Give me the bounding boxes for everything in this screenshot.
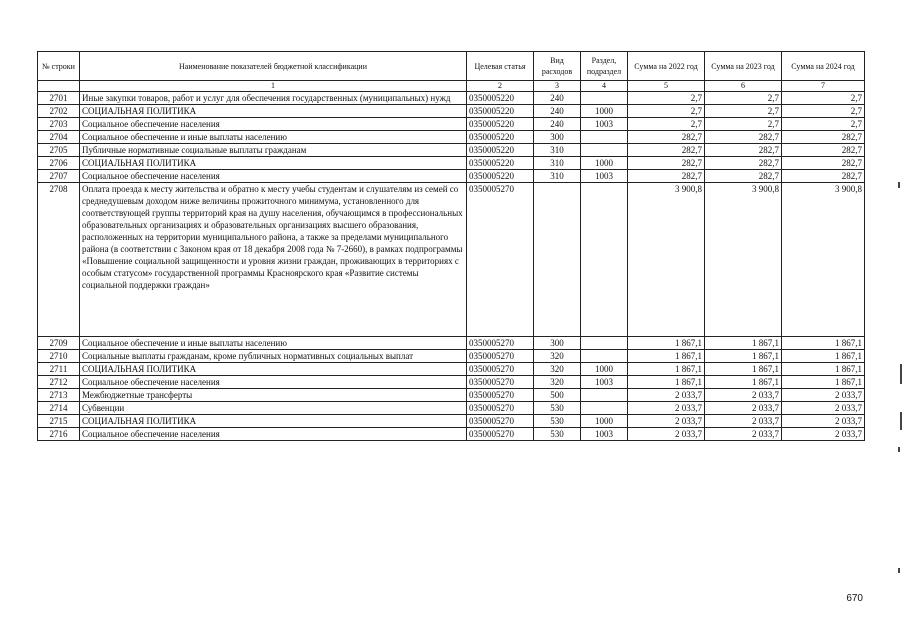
expense-type-cell: 530: [534, 402, 581, 415]
indicator-name-cell: Межбюджетные трансферты: [80, 389, 467, 402]
sum-2023-cell: 282,7: [705, 144, 782, 157]
sum-2024-cell: 282,7: [782, 131, 865, 144]
target-article-cell: 0350005270: [467, 363, 534, 376]
scan-edge-mark: [900, 412, 902, 430]
column-number: [38, 81, 80, 92]
indicator-name-cell: Иные закупки товаров, работ и услуг для обеспечения государственных (муниципальных) нужд: [80, 92, 467, 105]
target-article-cell: 0350005220: [467, 144, 534, 157]
section-cell: 1003: [581, 170, 628, 183]
sum-2023-cell: 2,7: [705, 118, 782, 131]
header-sum-2023: Сумма на 2023 год: [705, 52, 782, 81]
scan-edge-mark: [898, 568, 900, 573]
sum-2022-cell: 2,7: [628, 118, 705, 131]
sum-2022-cell: 282,7: [628, 144, 705, 157]
header-sum-2022: Сумма на 2022 год: [628, 52, 705, 81]
row-number-cell: 2708: [38, 183, 80, 337]
expense-type-cell: 320: [534, 376, 581, 389]
column-number: 3: [534, 81, 581, 92]
table-row: [38, 363, 865, 376]
indicator-name-cell: СОЦИАЛЬНАЯ ПОЛИТИКА: [80, 363, 467, 376]
sum-2022-cell: 282,7: [628, 157, 705, 170]
page-number: 670: [846, 593, 863, 604]
row-number-cell: 2711: [38, 363, 80, 376]
section-cell: [581, 402, 628, 415]
target-article-cell: 0350005220: [467, 157, 534, 170]
target-article-cell: 0350005270: [467, 428, 534, 441]
sum-2024-cell: 2 033,7: [782, 428, 865, 441]
sum-2022-cell: 1 867,1: [628, 363, 705, 376]
sum-2022-cell: 1 867,1: [628, 337, 705, 350]
column-number: 2: [467, 81, 534, 92]
sum-2022-cell: 2,7: [628, 105, 705, 118]
row-number-cell: 2716: [38, 428, 80, 441]
sum-2023-cell: 282,7: [705, 131, 782, 144]
table-row: [38, 389, 865, 402]
expense-type-cell: 300: [534, 337, 581, 350]
section-cell: [581, 144, 628, 157]
column-number-row: [38, 81, 865, 92]
expense-type-cell: 320: [534, 350, 581, 363]
sum-2022-cell: 2 033,7: [628, 428, 705, 441]
section-cell: 1000: [581, 415, 628, 428]
scan-edge-mark: [900, 364, 902, 384]
table-row: [38, 402, 865, 415]
row-number-cell: 2702: [38, 105, 80, 118]
column-number: 5: [628, 81, 705, 92]
budget-table: [37, 51, 865, 441]
expense-type-cell: 530: [534, 428, 581, 441]
sum-2023-cell: 1 867,1: [705, 350, 782, 363]
sum-2022-cell: 1 867,1: [628, 376, 705, 389]
sum-2023-cell: 1 867,1: [705, 363, 782, 376]
sum-2023-cell: 2 033,7: [705, 428, 782, 441]
sum-2023-cell: 2 033,7: [705, 389, 782, 402]
row-number-cell: 2715: [38, 415, 80, 428]
sum-2023-cell: 2 033,7: [705, 402, 782, 415]
table-row: [38, 118, 865, 131]
table-row: [38, 170, 865, 183]
scan-edge-mark: [898, 182, 900, 188]
sum-2023-cell: 282,7: [705, 170, 782, 183]
target-article-cell: 0350005220: [467, 131, 534, 144]
indicator-name-cell: Оплата проезда к месту жительства и обратно к месту учебы студентам и слушателям из семей со среднедушевым доходом ниже величины прожиточного минимума, установленного для соответствующей группы территорий края на душу населения, обучающимся в профессиональных образовательных организациях и образовательных организациях высшего образования, расположенных на территории муниципального района, а также за пределами муниципального района (в соответствии с Законом края от 18 декабря 2008 года № 7-2660), в рамках подпрограммы «Повышение социальной защищенности и уровня жизни граждан, проживающих в территориях с особым статусом» государственной программы Красноярского края «Развитие системы социальной поддержки граждан»: [80, 183, 467, 337]
row-number-cell: 2704: [38, 131, 80, 144]
indicator-name-cell: Субвенции: [80, 402, 467, 415]
table-row: [38, 337, 865, 350]
header-expense-type: Вид расходов: [534, 52, 581, 81]
table-row: [38, 350, 865, 363]
sum-2023-cell: 1 867,1: [705, 337, 782, 350]
table-row: [38, 131, 865, 144]
indicator-name-cell: Социальные выплаты гражданам, кроме публичных нормативных социальных выплат: [80, 350, 467, 363]
row-number-cell: 2705: [38, 144, 80, 157]
target-article-cell: 0350005220: [467, 170, 534, 183]
table-row: [38, 376, 865, 389]
column-number: 4: [581, 81, 628, 92]
indicator-name-cell: Публичные нормативные социальные выплаты гражданам: [80, 144, 467, 157]
section-cell: [581, 92, 628, 105]
table-row: [38, 92, 865, 105]
scan-edge-mark: [898, 447, 900, 452]
section-cell: [581, 131, 628, 144]
sum-2024-cell: 1 867,1: [782, 363, 865, 376]
sum-2022-cell: 282,7: [628, 131, 705, 144]
sum-2024-cell: 2 033,7: [782, 389, 865, 402]
section-cell: [581, 350, 628, 363]
table-row: [38, 157, 865, 170]
section-cell: [581, 389, 628, 402]
section-cell: 1003: [581, 428, 628, 441]
section-cell: [581, 337, 628, 350]
sum-2023-cell: 1 867,1: [705, 376, 782, 389]
row-number-cell: 2701: [38, 92, 80, 105]
table-row: [38, 144, 865, 157]
sum-2023-cell: 2,7: [705, 105, 782, 118]
expense-type-cell: 530: [534, 415, 581, 428]
header-row: [38, 52, 865, 81]
target-article-cell: 0350005270: [467, 183, 534, 337]
row-number-cell: 2709: [38, 337, 80, 350]
sum-2024-cell: 2,7: [782, 105, 865, 118]
sum-2024-cell: 3 900,8: [782, 183, 865, 337]
expense-type-cell: [534, 183, 581, 337]
indicator-name-cell: СОЦИАЛЬНАЯ ПОЛИТИКА: [80, 157, 467, 170]
sum-2022-cell: 2 033,7: [628, 415, 705, 428]
sum-2022-cell: 3 900,8: [628, 183, 705, 337]
expense-type-cell: 300: [534, 131, 581, 144]
expense-type-cell: 240: [534, 92, 581, 105]
column-number: 1: [80, 81, 467, 92]
row-number-cell: 2710: [38, 350, 80, 363]
header-sum-2024: Сумма на 2024 год: [782, 52, 865, 81]
sum-2023-cell: 2,7: [705, 92, 782, 105]
sum-2024-cell: 282,7: [782, 170, 865, 183]
sum-2024-cell: 282,7: [782, 144, 865, 157]
row-number-cell: 2703: [38, 118, 80, 131]
sum-2024-cell: 282,7: [782, 157, 865, 170]
indicator-name-cell: СОЦИАЛЬНАЯ ПОЛИТИКА: [80, 415, 467, 428]
expense-type-cell: 310: [534, 144, 581, 157]
sum-2024-cell: 1 867,1: [782, 376, 865, 389]
target-article-cell: 0350005270: [467, 389, 534, 402]
sum-2023-cell: 282,7: [705, 157, 782, 170]
sum-2022-cell: 2,7: [628, 92, 705, 105]
sum-2023-cell: 2 033,7: [705, 415, 782, 428]
target-article-cell: 0350005270: [467, 376, 534, 389]
expense-type-cell: 310: [534, 170, 581, 183]
sum-2024-cell: 1 867,1: [782, 337, 865, 350]
sum-2024-cell: 2 033,7: [782, 415, 865, 428]
sum-2023-cell: 3 900,8: [705, 183, 782, 337]
sum-2024-cell: 2,7: [782, 118, 865, 131]
indicator-name-cell: Социальное обеспечение и иные выплаты населению: [80, 131, 467, 144]
indicator-name-cell: Социальное обеспечение населения: [80, 428, 467, 441]
header-name: Наименование показателей бюджетной классификации: [80, 52, 467, 81]
row-number-cell: 2706: [38, 157, 80, 170]
expense-type-cell: 240: [534, 118, 581, 131]
header-row-no: № строки: [38, 52, 80, 81]
target-article-cell: 0350005220: [467, 105, 534, 118]
sum-2022-cell: 282,7: [628, 170, 705, 183]
target-article-cell: 0350005270: [467, 402, 534, 415]
row-number-cell: 2712: [38, 376, 80, 389]
section-cell: 1003: [581, 118, 628, 131]
table-body: [38, 92, 865, 441]
expense-type-cell: 320: [534, 363, 581, 376]
indicator-name-cell: СОЦИАЛЬНАЯ ПОЛИТИКА: [80, 105, 467, 118]
indicator-name-cell: Социальное обеспечение населения: [80, 376, 467, 389]
section-cell: 1000: [581, 105, 628, 118]
section-cell: 1000: [581, 157, 628, 170]
table-row: [38, 428, 865, 441]
section-cell: [581, 183, 628, 337]
header-section: Раздел, подраздел: [581, 52, 628, 81]
indicator-name-cell: Социальное обеспечение и иные выплаты населению: [80, 337, 467, 350]
indicator-name-cell: Социальное обеспечение населения: [80, 170, 467, 183]
sum-2022-cell: 1 867,1: [628, 350, 705, 363]
row-number-cell: 2713: [38, 389, 80, 402]
sum-2024-cell: 2 033,7: [782, 402, 865, 415]
column-number: 7: [782, 81, 865, 92]
sum-2024-cell: 1 867,1: [782, 350, 865, 363]
section-cell: 1000: [581, 363, 628, 376]
row-number-cell: 2714: [38, 402, 80, 415]
indicator-name-cell: Социальное обеспечение населения: [80, 118, 467, 131]
header-target: Целевая статья: [467, 52, 534, 81]
section-cell: 1003: [581, 376, 628, 389]
table-row: [38, 183, 865, 337]
target-article-cell: 0350005220: [467, 118, 534, 131]
expense-type-cell: 500: [534, 389, 581, 402]
target-article-cell: 0350005270: [467, 350, 534, 363]
column-number: 6: [705, 81, 782, 92]
sum-2022-cell: 2 033,7: [628, 389, 705, 402]
target-article-cell: 0350005220: [467, 92, 534, 105]
target-article-cell: 0350005270: [467, 415, 534, 428]
row-number-cell: 2707: [38, 170, 80, 183]
sum-2022-cell: 2 033,7: [628, 402, 705, 415]
expense-type-cell: 240: [534, 105, 581, 118]
table-row: [38, 105, 865, 118]
target-article-cell: 0350005270: [467, 337, 534, 350]
expense-type-cell: 310: [534, 157, 581, 170]
sum-2024-cell: 2,7: [782, 92, 865, 105]
table-row: [38, 415, 865, 428]
